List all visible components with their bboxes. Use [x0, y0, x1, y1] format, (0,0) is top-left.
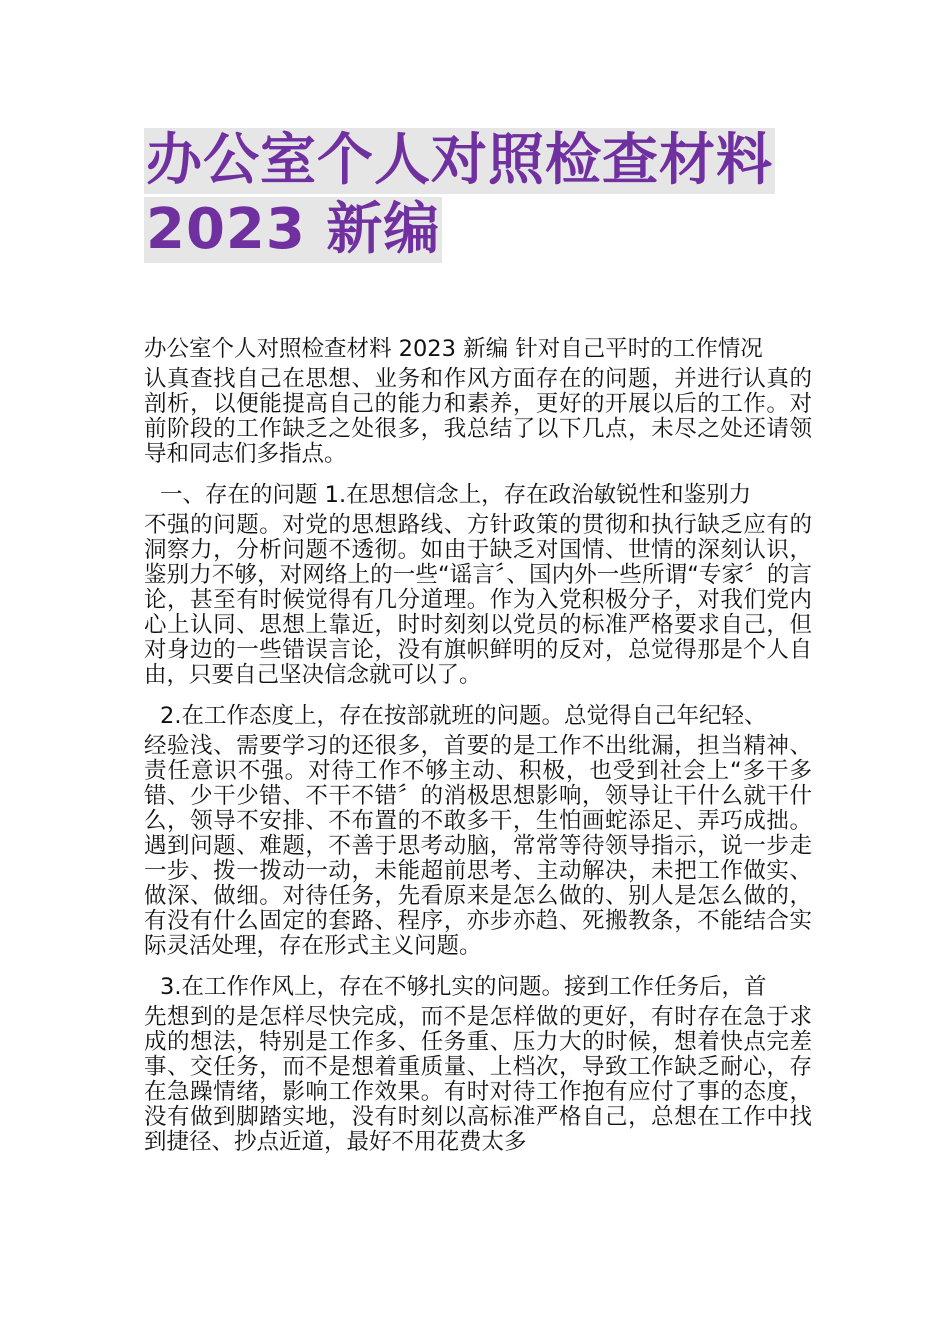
paragraph-text: 经验浅、需要学习的还很多，首要的是工作不出纰漏，担当精神、责任意识不强。对待工作不够主动、积极，也受到社会上“多干多错、少干少错、不干不错〞的消极思想影响，领导让干什么就干什么，领导不安排、不布置的不敢多干，生怕画蛇添足、弄巧成拙。遇到问题、难题，不善于思考动脑，常常等待领导指示，说一步走一步、拨一拨动一动，未能超前思考、主动解决，未把工作做实、做深、做细。对待任务，先看原来是怎么做的、别人是怎么做的，有没有什么固定的套路、程序，亦步亦趋、死搬教条，不能结合实际灵活处理，存在形式主义问题。	[144, 733, 812, 959]
document-title	[144, 128, 814, 266]
paragraph	[144, 969, 812, 1155]
paragraph	[144, 477, 812, 688]
paragraph	[144, 331, 812, 467]
paragraph-text: 认真查找自己在思想、业务和作风方面存在的问题，并进行认真的剖析，以便能提高自己的能力和素养，更好的开展以后的工作。对前阶段的工作缺乏之处很多，我总结了以下几点，未尽之处还请领导和同志们多指点。	[144, 366, 812, 467]
document-body	[144, 331, 812, 1165]
paragraph-text: 先想到的是怎样尽快完成，而不是怎样做的更好，有时存在急于求成的想法，特别是工作多、任务重、压力大的时候，想着快点完差事、交任务，而不是想着重质量、上档次，导致工作缺乏耐心，存在急躁情绪，影响工作效果。有时对待工作抱有应付了事的态度，没有做到脚踏实地，没有时刻以高标准严格自己，总想在工作中找到捷径、抄点近道，最好不用花费太多	[144, 1004, 812, 1155]
paragraph	[144, 698, 812, 959]
paragraph-lead: 一、存在的问题 1.在思想信念上，存在政治敏锐性和鉴别力	[160, 482, 752, 508]
paragraph-lead: 2.在工作态度上，存在按部就班的问题。总觉得自己年纪轻、	[160, 703, 767, 729]
title-line-1: 办公室个人对照检查材料	[146, 128, 773, 193]
paragraph-text: 不强的问题。对党的思想路线、方针政策的贯彻和执行缺乏应有的洞察力，分析问题不透彻。如由于缺乏对国情、世情的深刻认识，鉴别力不够，对网络上的一些“谣言〞、国内外一些所谓“专家〞的言论，甚至有时候觉得有几分道理。作为入党积极分子，对我们党内心上认同、思想上靠近，时时刻刻以党员的标准严格要求自己，但对身边的一些错误言论，没有旗帜鲜明的反对，总觉得那是个人自由，只要自己坚决信念就可以了。	[144, 512, 812, 688]
title-line-2: 2023 新编	[146, 197, 441, 262]
paragraph-lead: 办公室个人对照检查材料 2023 新编 针对自己平时的工作情况	[144, 336, 763, 362]
paragraph-lead: 3.在工作作风上，存在不够扎实的问题。接到工作任务后，首	[160, 974, 767, 1000]
